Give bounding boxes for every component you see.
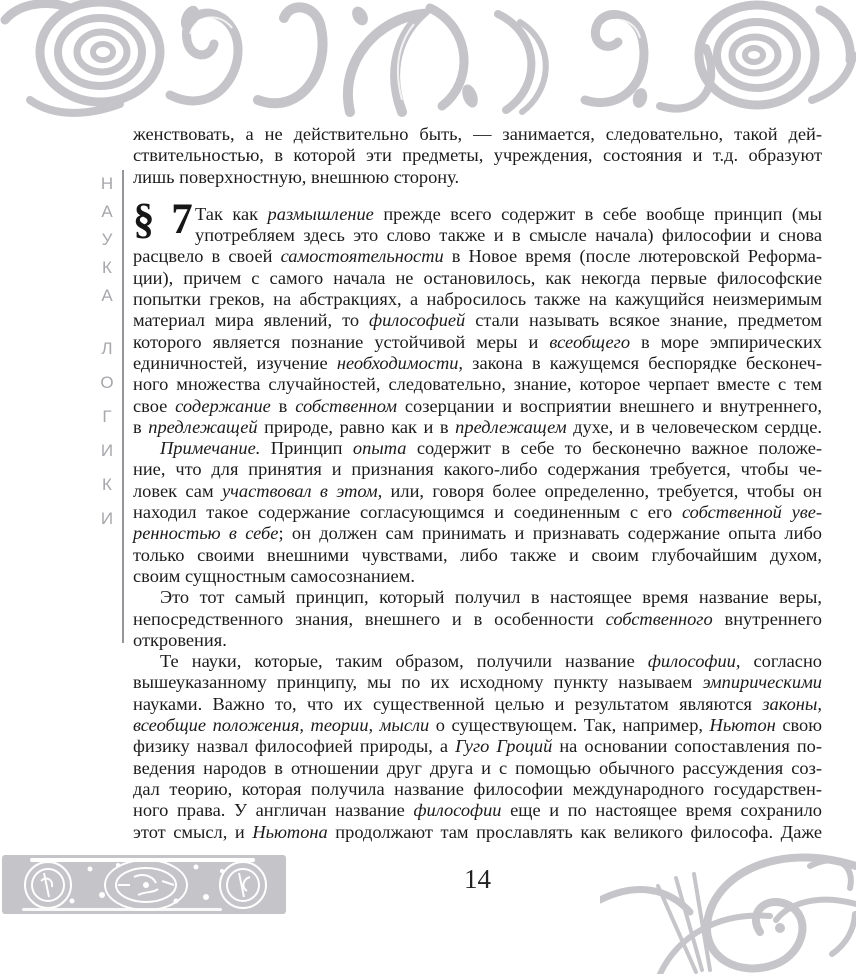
italic-text: самостоятельности xyxy=(280,246,444,267)
italic-text: предлежащей xyxy=(148,416,258,437)
margin-rule xyxy=(122,170,124,643)
italic-text: Гуго Гроций xyxy=(455,736,553,757)
page-number: 14 xyxy=(464,864,491,894)
text-block xyxy=(133,124,822,843)
italic-text: размышление xyxy=(267,203,374,224)
text-line: женствовать, а не действительно быть, — занимается, следовательно, такой дей- xyxy=(133,124,822,144)
text-line: ствительностью, в которой эти предметы, учреждения, состояния и т.д. образуют xyxy=(133,145,822,166)
italic-text: философии, xyxy=(647,651,741,672)
margin-title-letter: Л xyxy=(101,339,113,358)
text-line: откровения. xyxy=(133,629,227,650)
margin-title-letter: К xyxy=(102,475,112,494)
italic-text: собственного xyxy=(605,608,713,629)
paragraph xyxy=(133,651,822,843)
text-line: употребляем здесь это слово также и в смысле начала) философии и снова xyxy=(195,225,822,246)
italic-text: собственной уве- xyxy=(681,502,823,523)
italic-text: философией xyxy=(369,310,466,331)
margin-title-letter: У xyxy=(101,230,113,249)
margin-title-letter: К xyxy=(102,258,112,277)
margin-title-letter: И xyxy=(100,509,114,528)
text-line: ного множества случайностей, следовательно, знание, которое черпает вместе с тем xyxy=(133,374,822,395)
italic-text: опыта xyxy=(352,438,407,459)
italic-text: законы, xyxy=(762,693,822,714)
text-line: находил такое содержание согласующимся и соединенным с его собственной уве- xyxy=(133,502,823,523)
text-line: Примечание. Принцип опыта содержит в себе то бесконечно важное положе- xyxy=(160,438,822,459)
paragraph xyxy=(133,195,823,438)
text-line: Это тот самый принцип, который получил в настоящее время название веры, xyxy=(160,587,822,608)
text-line: вышеуказанному принципу, мы по их исходному пункту называем эмпирическими xyxy=(133,672,822,693)
italic-text: Ньютон xyxy=(709,715,776,736)
ornament-top xyxy=(0,0,856,122)
margin-title-letter: А xyxy=(101,286,113,305)
ornament-bottom-right xyxy=(600,844,856,974)
italic-text: собственном xyxy=(295,395,397,416)
margin-title-letter: А xyxy=(101,202,113,221)
ornament-bottom-left xyxy=(0,851,290,919)
text-line: ного права. У англичан название философии еще и по настоящее время сохранило xyxy=(133,800,822,821)
margin-title-word xyxy=(101,175,113,304)
paragraph xyxy=(133,438,822,587)
margin-title-word xyxy=(100,340,113,527)
text-line: ренностью в себе; он должен сам принимать и признавать содержание опыта либо xyxy=(133,523,823,544)
text-line: в предлежащей природе, равно как и в предлежащем духе, и в человеческом сердце. xyxy=(133,416,823,437)
text-line: свое содержание в собственном созерцании и восприятии внешнего и внутреннего, xyxy=(133,395,822,416)
text-line: материал мира явлений, то философией стали называть всякое знание, предметом xyxy=(133,310,822,331)
italic-text: необходимости, xyxy=(336,352,464,373)
text-line: лишь поверхностную, внешнюю сторону. xyxy=(133,166,460,187)
margin-title-letter: Н xyxy=(100,174,114,193)
italic-text: Ньютона xyxy=(252,821,328,842)
paragraph xyxy=(133,124,822,188)
text-line: дал теорию, которая получила название философии международного государствен- xyxy=(133,778,822,799)
text-line: Так как размышление прежде всего содержит в себе вообще принцип (мы xyxy=(195,203,822,224)
margin-title-letter: Г xyxy=(102,407,112,426)
text-line: ловек сам участвовал в этом, или, говоря более определенно, требуется, чтобы он xyxy=(133,480,822,501)
text-line: расцвело в своей самостоятельности в Новое время (после лютеровской Реформа- xyxy=(133,246,822,267)
italic-text: ренностью в себе xyxy=(133,523,279,544)
text-line: единичностей, изучение необходимости, закона в кажущемся беспорядке бесконеч- xyxy=(133,352,823,373)
section-marker: § 7 xyxy=(133,195,196,243)
italic-text: содержание xyxy=(175,395,271,416)
italic-text: Примечание. xyxy=(160,438,261,459)
text-line: попытки греков, на абстракциях, а набросилось также на кажущийся неизмеримым xyxy=(133,289,822,310)
italic-text: философии xyxy=(413,800,502,821)
text-line: всеобщие положения, теории, мысли о существующем. Так, например, Ньютон свою xyxy=(133,715,822,736)
italic-text: участвовал в этом, xyxy=(221,480,383,501)
margin-title-letter: О xyxy=(100,373,114,392)
paragraph xyxy=(133,587,822,651)
italic-text: всеобщего xyxy=(549,331,631,352)
text-line: своим сущностным самосознанием. xyxy=(133,565,415,586)
margin-title-letter: И xyxy=(100,441,114,460)
text-line: физику назвал философией природы, а Гуго Гроций на основании сопоставления по- xyxy=(133,736,822,757)
text-line: ние, что для принятия и признания какого-либо содержания требуется, чтобы че- xyxy=(133,459,822,480)
italic-text: предлежащем xyxy=(455,416,567,437)
text-line: ции), причем с самого начала не остановилось, как некогда первые философские xyxy=(133,267,822,288)
text-line: этот смысл, и Ньютона продолжают там прославлять как великого философа. Даже xyxy=(133,821,822,842)
italic-text: эмпирическими xyxy=(702,672,822,693)
margin-title xyxy=(96,175,118,527)
italic-text: всеобщие положения, теории, мысли xyxy=(133,715,430,736)
text-line: Те науки, которые, таким образом, получили название философии, согласно xyxy=(160,651,822,672)
text-line: непосредственного знания, внешнего и в особенности собственного внутреннего xyxy=(133,608,822,629)
text-line: ведения народов в отношении друг друга и с помощью обычного рассуждения соз- xyxy=(133,757,822,778)
text-line: только своими внешними чувствами, либо также и своим глубочайшим духом, xyxy=(133,544,822,565)
text-line: которого является познание устойчивой меры и всеобщего в море эмпирических xyxy=(133,331,822,352)
text-line: науками. Важно то, что их существенной целью и результатом являются законы, xyxy=(133,693,822,714)
